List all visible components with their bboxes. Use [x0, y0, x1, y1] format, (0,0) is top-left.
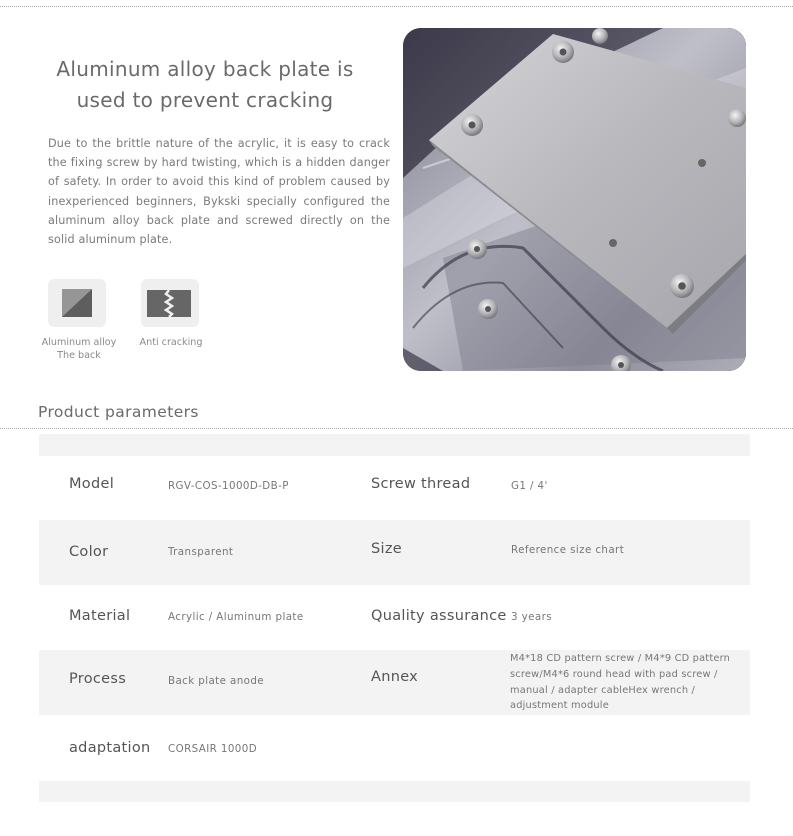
- feature-heading: [40, 54, 370, 116]
- anti-cracking-icon: [141, 279, 199, 327]
- param-value-material: Acrylic / Aluminum plate: [168, 611, 304, 623]
- param-value-screw-thread: G1 / 4': [511, 480, 548, 492]
- aluminum-plate-icon: [48, 279, 106, 327]
- param-label-model: Model: [69, 476, 115, 492]
- param-label-process: Process: [69, 671, 127, 687]
- feature-heading-line-2: used to prevent cracking: [76, 88, 334, 112]
- param-value-annex: M4*18 CD pattern screw / M4*9 CD pattern screw/M4*6 round head with pad screw / manual / adapter cableHex wrench / adjustment module: [510, 653, 731, 712]
- table-footer-band: [39, 781, 750, 802]
- param-value-quality-assurance: 3 years: [511, 611, 552, 623]
- param-value-adaptation: CORSAIR 1000D: [168, 743, 258, 755]
- param-value-process: Back plate anode: [168, 675, 265, 687]
- top-divider: [0, 6, 793, 7]
- feature-description: Due to the brittle nature of the acrylic, it is easy to crack the fixing screw by hard twisting, which is a hidden danger of safety. In order to avoid this kind of problem caused by inexperienced beginners, Bykski specially configured the aluminum alloy back plate and screwed directly on the solid aluminum plate.: [48, 137, 390, 247]
- param-label-color: Color: [69, 544, 109, 560]
- feature-heading-line-1: Aluminum alloy back plate is: [56, 57, 354, 81]
- param-label-annex: Annex: [371, 669, 419, 685]
- param-value-size: Reference size chart: [511, 544, 625, 556]
- param-value-color: Transparent: [168, 546, 234, 558]
- aluminum-plate-label: Aluminum alloy The back: [41, 337, 117, 361]
- param-label-size: Size: [371, 541, 402, 557]
- param-value-model: RGV-COS-1000D-DB-P: [168, 480, 289, 492]
- params-section-title: Product parameters: [38, 403, 199, 421]
- table-header-band: [39, 434, 750, 456]
- aluminum-back-plate-photo: [403, 28, 746, 371]
- param-label-quality-assurance: Quality assurance: [371, 608, 507, 624]
- param-label-adaptation: adaptation: [69, 740, 151, 756]
- anti-cracking-label: Anti cracking: [139, 337, 203, 348]
- params-divider: [0, 428, 793, 429]
- param-label-material: Material: [69, 608, 131, 624]
- param-label-screw-thread: Screw thread: [371, 476, 471, 492]
